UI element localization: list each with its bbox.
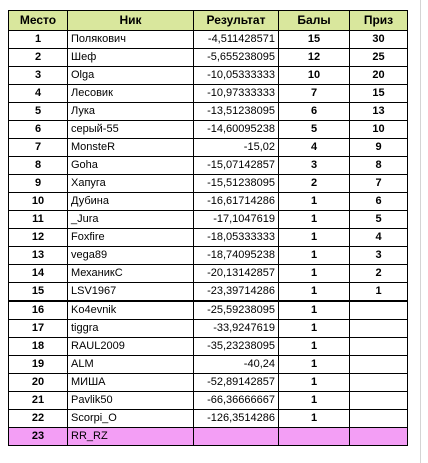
- table-row: [9, 139, 408, 157]
- table-row: [9, 31, 408, 49]
- cell-prize[interactable]: 10: [350, 121, 408, 139]
- cell-points[interactable]: 12: [279, 49, 350, 67]
- cell-points[interactable]: 1: [279, 392, 350, 410]
- cell-nick[interactable]: Olga: [68, 67, 194, 85]
- cell-result[interactable]: -35,23238095: [194, 338, 279, 356]
- cell-nick[interactable]: vega89: [68, 247, 194, 265]
- cell-points[interactable]: 6: [279, 103, 350, 121]
- cell-points[interactable]: 2: [279, 175, 350, 193]
- table-row: [9, 283, 408, 302]
- cell-place[interactable]: 6: [9, 121, 68, 139]
- cell-points[interactable]: 1: [279, 301, 350, 320]
- cell-nick[interactable]: Дубина: [68, 193, 194, 211]
- cell-points[interactable]: 15: [279, 31, 350, 49]
- cell-prize[interactable]: 2: [350, 265, 408, 283]
- cell-prize[interactable]: [350, 338, 408, 356]
- cell-nick[interactable]: Шеф: [68, 49, 194, 67]
- table-row: [9, 428, 408, 446]
- cell-result[interactable]: -15,51238095: [194, 175, 279, 193]
- header-points[interactable]: Балы: [279, 11, 350, 31]
- cell-prize[interactable]: 30: [350, 31, 408, 49]
- cell-result[interactable]: -52,89142857: [194, 374, 279, 392]
- cell-place[interactable]: 19: [9, 356, 68, 374]
- cell-prize[interactable]: 1: [350, 283, 408, 302]
- cell-points[interactable]: 4: [279, 139, 350, 157]
- cell-result[interactable]: -15,02: [194, 139, 279, 157]
- cell-nick[interactable]: Полякович: [68, 31, 194, 49]
- cell-nick[interactable]: Goha: [68, 157, 194, 175]
- cell-result[interactable]: -18,74095238: [194, 247, 279, 265]
- cell-prize[interactable]: 9: [350, 139, 408, 157]
- cell-place[interactable]: 23: [9, 428, 68, 446]
- cell-place[interactable]: 18: [9, 338, 68, 356]
- cell-place[interactable]: 15: [9, 283, 68, 302]
- cell-points[interactable]: 1: [279, 247, 350, 265]
- cell-prize[interactable]: [350, 320, 408, 338]
- cell-nick[interactable]: LSV1967: [68, 283, 194, 302]
- cell-result[interactable]: -16,61714286: [194, 193, 279, 211]
- cell-result[interactable]: -23,39714286: [194, 283, 279, 302]
- cell-place[interactable]: 4: [9, 85, 68, 103]
- cell-place[interactable]: 9: [9, 175, 68, 193]
- cell-nick[interactable]: Scorpi_O: [68, 410, 194, 428]
- cell-place[interactable]: 3: [9, 67, 68, 85]
- cell-nick[interactable]: ALM: [68, 356, 194, 374]
- cell-place[interactable]: 5: [9, 103, 68, 121]
- cell-nick[interactable]: Foxfire: [68, 229, 194, 247]
- cell-nick[interactable]: tiggra: [68, 320, 194, 338]
- cell-points[interactable]: 10: [279, 67, 350, 85]
- table-body: [9, 31, 408, 446]
- cell-result[interactable]: -17,1047619: [194, 211, 279, 229]
- cell-points[interactable]: 7: [279, 85, 350, 103]
- cell-points[interactable]: [279, 428, 350, 446]
- cell-result[interactable]: [194, 428, 279, 446]
- cell-place[interactable]: 22: [9, 410, 68, 428]
- cell-place[interactable]: 17: [9, 320, 68, 338]
- cell-result[interactable]: -20,13142857: [194, 265, 279, 283]
- table-row: [9, 229, 408, 247]
- results-table: [8, 10, 408, 446]
- cell-nick[interactable]: RR_RZ: [68, 428, 194, 446]
- table-row: [9, 356, 408, 374]
- cell-place[interactable]: 21: [9, 392, 68, 410]
- cell-nick[interactable]: _Jura: [68, 211, 194, 229]
- cell-result[interactable]: -66,36666667: [194, 392, 279, 410]
- cell-prize[interactable]: [350, 301, 408, 320]
- cell-points[interactable]: 1: [279, 410, 350, 428]
- table-row: [9, 265, 408, 283]
- cell-prize[interactable]: 25: [350, 49, 408, 67]
- cell-result[interactable]: -10,97333333: [194, 85, 279, 103]
- cell-prize[interactable]: 8: [350, 157, 408, 175]
- header-result[interactable]: Результат: [194, 11, 279, 31]
- cell-prize[interactable]: 5: [350, 211, 408, 229]
- table-row: [9, 211, 408, 229]
- header-row: [9, 11, 408, 31]
- cell-result[interactable]: -126,3514286: [194, 410, 279, 428]
- table-row: [9, 85, 408, 103]
- cell-points[interactable]: 1: [279, 338, 350, 356]
- cell-result[interactable]: -14,60095238: [194, 121, 279, 139]
- cell-place[interactable]: 14: [9, 265, 68, 283]
- cell-result[interactable]: -4,511428571: [194, 31, 279, 49]
- cell-result[interactable]: -15,07142857: [194, 157, 279, 175]
- cell-points[interactable]: 3: [279, 157, 350, 175]
- cell-prize[interactable]: [350, 410, 408, 428]
- table-row: [9, 193, 408, 211]
- table-row: [9, 338, 408, 356]
- cell-nick[interactable]: MonsteR: [68, 139, 194, 157]
- cell-result[interactable]: -33,9247619: [194, 320, 279, 338]
- cell-points[interactable]: 1: [279, 356, 350, 374]
- cell-prize[interactable]: 4: [350, 229, 408, 247]
- cell-place[interactable]: 7: [9, 139, 68, 157]
- cell-nick[interactable]: Pavlik50: [68, 392, 194, 410]
- table-row: [9, 157, 408, 175]
- cell-result[interactable]: -13,51238095: [194, 103, 279, 121]
- cell-prize[interactable]: [350, 428, 408, 446]
- cell-result[interactable]: -18,05333333: [194, 229, 279, 247]
- table-row: [9, 67, 408, 85]
- cell-result[interactable]: -40,24: [194, 356, 279, 374]
- cell-place[interactable]: 2: [9, 49, 68, 67]
- cell-nick[interactable]: МеханикС: [68, 265, 194, 283]
- cell-nick[interactable]: Лука: [68, 103, 194, 121]
- cell-points[interactable]: 1: [279, 193, 350, 211]
- table-row: [9, 374, 408, 392]
- cell-nick[interactable]: МИША: [68, 374, 194, 392]
- header-prize[interactable]: Приз: [350, 11, 408, 31]
- cell-place[interactable]: 11: [9, 211, 68, 229]
- cell-prize[interactable]: 7: [350, 175, 408, 193]
- table-row: [9, 121, 408, 139]
- table-row: [9, 49, 408, 67]
- table-row: [9, 410, 408, 428]
- cell-prize[interactable]: [350, 392, 408, 410]
- cell-nick[interactable]: Лесовик: [68, 85, 194, 103]
- cell-points[interactable]: 1: [279, 320, 350, 338]
- cell-prize[interactable]: 6: [350, 193, 408, 211]
- cell-nick[interactable]: серый-55: [68, 121, 194, 139]
- cell-points[interactable]: 1: [279, 229, 350, 247]
- cell-prize[interactable]: [350, 356, 408, 374]
- cell-place[interactable]: 20: [9, 374, 68, 392]
- header-place[interactable]: Место: [9, 11, 68, 31]
- cell-place[interactable]: 12: [9, 229, 68, 247]
- cell-points[interactable]: 1: [279, 374, 350, 392]
- cell-prize[interactable]: 3: [350, 247, 408, 265]
- cell-prize[interactable]: 13: [350, 103, 408, 121]
- table-row: [9, 320, 408, 338]
- table-row: [9, 103, 408, 121]
- header-nick[interactable]: Ник: [68, 11, 194, 31]
- cell-result[interactable]: -10,05333333: [194, 67, 279, 85]
- cell-prize[interactable]: [350, 374, 408, 392]
- cell-prize[interactable]: 15: [350, 85, 408, 103]
- cell-place[interactable]: 13: [9, 247, 68, 265]
- cell-nick[interactable]: RAUL2009: [68, 338, 194, 356]
- cell-points[interactable]: 1: [279, 211, 350, 229]
- cell-nick[interactable]: Хапуга: [68, 175, 194, 193]
- cell-result[interactable]: -5,655238095: [194, 49, 279, 67]
- cell-place[interactable]: 10: [9, 193, 68, 211]
- cell-place[interactable]: 16: [9, 301, 68, 320]
- table-row: [9, 392, 408, 410]
- table-row: [9, 247, 408, 265]
- cell-result[interactable]: -25,59238095: [194, 301, 279, 320]
- cell-points[interactable]: 1: [279, 265, 350, 283]
- cell-nick[interactable]: Ko4evnik: [68, 301, 194, 320]
- cell-points[interactable]: 5: [279, 121, 350, 139]
- cell-points[interactable]: 1: [279, 283, 350, 302]
- gridline: [420, 0, 421, 463]
- cell-place[interactable]: 8: [9, 157, 68, 175]
- cell-place[interactable]: 1: [9, 31, 68, 49]
- table-row: [9, 175, 408, 193]
- table-row: [9, 301, 408, 320]
- cell-prize[interactable]: 20: [350, 67, 408, 85]
